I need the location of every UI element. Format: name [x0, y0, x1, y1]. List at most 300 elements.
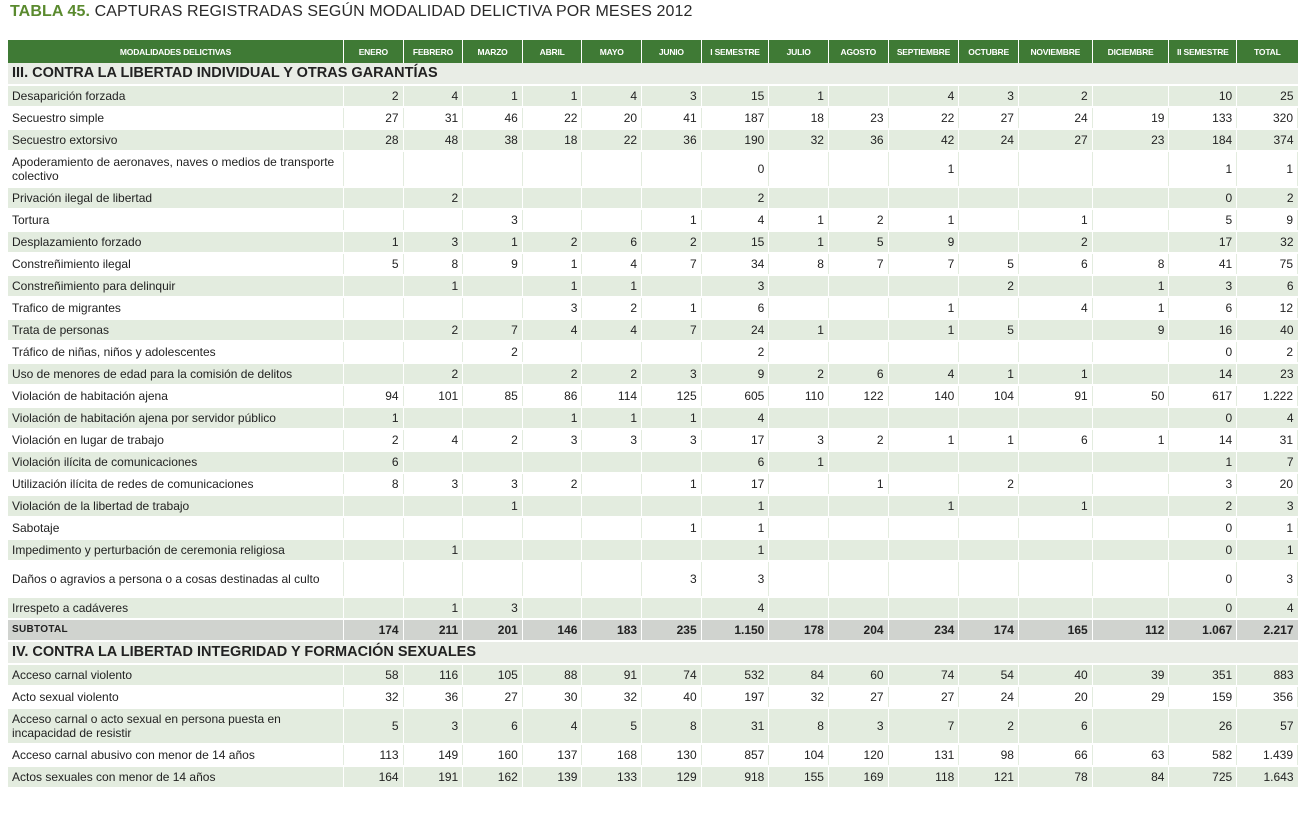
column-header: JUNIO [642, 40, 702, 63]
cell-value: 356 [1237, 686, 1298, 708]
cell-value [522, 341, 582, 363]
row-label: Acceso carnal violento [8, 664, 344, 686]
cell-value: 101 [403, 385, 463, 407]
cell-value: 2 [769, 363, 829, 385]
cell-value: 1 [1092, 275, 1169, 297]
cell-value: 4 [888, 363, 959, 385]
subtotal-value: 234 [888, 619, 959, 641]
cell-value [959, 297, 1019, 319]
cell-value: 23 [1237, 363, 1298, 385]
table-row [8, 708, 1298, 744]
cell-value: 2 [1169, 495, 1237, 517]
cell-value: 6 [1018, 253, 1092, 275]
row-label: Violación de habitación ajena por servidor público [8, 407, 344, 429]
cell-value: 32 [769, 686, 829, 708]
cell-value: 918 [701, 766, 769, 788]
cell-value: 137 [522, 744, 582, 766]
table-number: TABLA 45. [10, 3, 91, 20]
table-row [8, 517, 1298, 539]
cell-value [344, 187, 404, 209]
cell-value: 3 [642, 363, 702, 385]
cell-value: 2 [642, 231, 702, 253]
cell-value: 1 [888, 495, 959, 517]
cell-value: 7 [828, 253, 888, 275]
cell-value: 27 [1018, 129, 1092, 151]
cell-value [582, 597, 642, 619]
row-label: Acto sexual violento [8, 686, 344, 708]
cell-value: 187 [701, 107, 769, 129]
cell-value: 60 [828, 664, 888, 686]
cell-value: 190 [701, 129, 769, 151]
cell-value: 22 [582, 129, 642, 151]
cell-value: 0 [1169, 187, 1237, 209]
cell-value: 3 [403, 708, 463, 744]
cell-value: 1 [522, 85, 582, 107]
cell-value: 184 [1169, 129, 1237, 151]
row-label: Violación de la libertad de trabajo [8, 495, 344, 517]
cell-value [959, 151, 1019, 187]
cell-value: 4 [522, 708, 582, 744]
cell-value: 1 [1018, 363, 1092, 385]
cell-value [642, 275, 702, 297]
cell-value: 1 [1237, 539, 1298, 561]
cell-value: 23 [828, 107, 888, 129]
cell-value: 114 [582, 385, 642, 407]
cell-value [959, 539, 1019, 561]
cell-value: 1 [1169, 151, 1237, 187]
row-label: Privación ilegal de libertad [8, 187, 344, 209]
row-label: Irrespeto a cadáveres [8, 597, 344, 619]
cell-value: 2 [701, 187, 769, 209]
cell-value [1018, 407, 1092, 429]
subtotal-value: 178 [769, 619, 829, 641]
table-row [8, 151, 1298, 187]
cell-value: 149 [403, 744, 463, 766]
cell-value [463, 151, 523, 187]
cell-value: 12 [1237, 297, 1298, 319]
cell-value: 2 [959, 473, 1019, 495]
cell-value [959, 451, 1019, 473]
cell-value [1092, 407, 1169, 429]
cell-value: 4 [701, 597, 769, 619]
cell-value: 6 [1018, 429, 1092, 451]
cell-value [344, 151, 404, 187]
row-label: Trafico de migrantes [8, 297, 344, 319]
cell-value: 197 [701, 686, 769, 708]
cell-value: 27 [828, 686, 888, 708]
cell-value: 2 [403, 319, 463, 341]
cell-value: 22 [888, 107, 959, 129]
cell-value: 0 [1169, 539, 1237, 561]
row-label: Utilización ilícita de redes de comunicaciones [8, 473, 344, 495]
cell-value: 9 [701, 363, 769, 385]
cell-value: 605 [701, 385, 769, 407]
cell-value [1018, 517, 1092, 539]
cell-value [1092, 708, 1169, 744]
column-header: MARZO [463, 40, 523, 63]
cell-value: 1 [403, 275, 463, 297]
cell-value [828, 407, 888, 429]
cell-value: 4 [888, 85, 959, 107]
cell-value: 104 [959, 385, 1019, 407]
cell-value: 29 [1092, 686, 1169, 708]
cell-value [403, 341, 463, 363]
cell-value [642, 539, 702, 561]
cell-value: 2 [582, 363, 642, 385]
row-label: Uso de menores de edad para la comisión de delitos [8, 363, 344, 385]
cell-value [344, 495, 404, 517]
cell-value: 2 [522, 363, 582, 385]
cell-value [403, 209, 463, 231]
row-label: Violación ilícita de comunicaciones [8, 451, 344, 473]
cell-value [522, 151, 582, 187]
cell-value: 116 [403, 664, 463, 686]
cell-value [828, 341, 888, 363]
cell-value [344, 341, 404, 363]
cell-value: 857 [701, 744, 769, 766]
row-label: Desplazamiento forzado [8, 231, 344, 253]
cell-value: 74 [888, 664, 959, 686]
cell-value [888, 597, 959, 619]
cell-value: 9 [888, 231, 959, 253]
cell-value: 1 [888, 319, 959, 341]
table-row [8, 664, 1298, 686]
cell-value: 3 [642, 85, 702, 107]
cell-value: 41 [1169, 253, 1237, 275]
cell-value: 24 [701, 319, 769, 341]
cell-value: 5 [1169, 209, 1237, 231]
cell-value: 1 [1237, 517, 1298, 539]
cell-value [522, 517, 582, 539]
cell-value [522, 539, 582, 561]
cell-value: 6 [828, 363, 888, 385]
cell-value [769, 341, 829, 363]
cell-value [463, 297, 523, 319]
table-row [8, 297, 1298, 319]
cell-value: 140 [888, 385, 959, 407]
cell-value [828, 451, 888, 473]
cell-value: 42 [888, 129, 959, 151]
cell-value: 5 [582, 708, 642, 744]
cell-value [1092, 341, 1169, 363]
cell-value: 169 [828, 766, 888, 788]
cell-value: 1 [1092, 429, 1169, 451]
cell-value: 1 [959, 363, 1019, 385]
cell-value: 4 [1018, 297, 1092, 319]
column-header: MODALIDADES DELICTIVAS [8, 40, 344, 63]
cell-value [582, 451, 642, 473]
table-row [8, 744, 1298, 766]
row-label: Tráfico de niñas, niños y adolescentes [8, 341, 344, 363]
cell-value: 130 [642, 744, 702, 766]
cell-value: 1 [463, 231, 523, 253]
cell-value [1092, 473, 1169, 495]
cell-value [642, 341, 702, 363]
cell-value [828, 597, 888, 619]
cell-value: 24 [959, 686, 1019, 708]
cell-value: 2 [701, 341, 769, 363]
cell-value: 0 [701, 151, 769, 187]
cell-value: 125 [642, 385, 702, 407]
header-row [8, 40, 1298, 63]
cell-value: 1.222 [1237, 385, 1298, 407]
cell-value: 1 [1018, 209, 1092, 231]
cell-value: 10 [1169, 85, 1237, 107]
cell-value: 4 [522, 319, 582, 341]
cell-value [959, 187, 1019, 209]
cell-value: 66 [1018, 744, 1092, 766]
cell-value: 54 [959, 664, 1019, 686]
cell-value: 32 [582, 686, 642, 708]
cell-value: 2 [403, 363, 463, 385]
cell-value: 8 [403, 253, 463, 275]
cell-value: 1 [769, 85, 829, 107]
cell-value: 14 [1169, 363, 1237, 385]
table-row [8, 539, 1298, 561]
cell-value [1092, 561, 1169, 597]
cell-value [642, 151, 702, 187]
cell-value [828, 319, 888, 341]
cell-value [959, 209, 1019, 231]
column-header: ENERO [344, 40, 404, 63]
cell-value: 1 [642, 473, 702, 495]
cell-value: 84 [769, 664, 829, 686]
cell-value [344, 209, 404, 231]
cell-value: 31 [701, 708, 769, 744]
cell-value: 7 [463, 319, 523, 341]
cell-value [1018, 151, 1092, 187]
cell-value: 105 [463, 664, 523, 686]
row-label: Acceso carnal abusivo con menor de 14 años [8, 744, 344, 766]
cell-value: 38 [463, 129, 523, 151]
cell-value [828, 495, 888, 517]
cell-value: 8 [769, 253, 829, 275]
cell-value: 1 [463, 85, 523, 107]
cell-value: 3 [642, 429, 702, 451]
cell-value [522, 187, 582, 209]
table-row [8, 341, 1298, 363]
cell-value: 1 [403, 539, 463, 561]
cell-value [959, 597, 1019, 619]
cell-value [522, 451, 582, 473]
subtotal-value: 174 [344, 619, 404, 641]
cell-value: 24 [959, 129, 1019, 151]
cell-value: 2 [1018, 85, 1092, 107]
subtotal-value: 146 [522, 619, 582, 641]
cell-value: 113 [344, 744, 404, 766]
cell-value: 26 [1169, 708, 1237, 744]
cell-value: 27 [959, 107, 1019, 129]
cell-value: 191 [403, 766, 463, 788]
cell-value: 3 [959, 85, 1019, 107]
cell-value [582, 187, 642, 209]
cell-value: 2 [463, 341, 523, 363]
cell-value [828, 539, 888, 561]
table-row [8, 495, 1298, 517]
column-header: SEPTIEMBRE [888, 40, 959, 63]
cell-value: 2 [522, 231, 582, 253]
cell-value: 31 [403, 107, 463, 129]
column-header: OCTUBRE [959, 40, 1019, 63]
cell-value: 0 [1169, 517, 1237, 539]
cell-value: 40 [1018, 664, 1092, 686]
cell-value: 160 [463, 744, 523, 766]
cell-value: 1 [522, 275, 582, 297]
cell-value: 3 [403, 231, 463, 253]
cell-value: 1 [701, 517, 769, 539]
cell-value: 3 [701, 561, 769, 597]
cell-value [959, 231, 1019, 253]
section-title: IV. CONTRA LA LIBERTAD INTEGRIDAD Y FORMACIÓN SEXUALES [8, 641, 1298, 664]
cell-value: 139 [522, 766, 582, 788]
table-row [8, 429, 1298, 451]
column-header: TOTAL [1237, 40, 1298, 63]
cell-value: 28 [344, 129, 404, 151]
cell-value: 7 [1237, 451, 1298, 473]
cell-value: 58 [344, 664, 404, 686]
cell-value: 122 [828, 385, 888, 407]
cell-value: 4 [1237, 597, 1298, 619]
cell-value: 24 [1018, 107, 1092, 129]
row-label: Secuestro extorsivo [8, 129, 344, 151]
cell-value: 2 [403, 187, 463, 209]
table-row [8, 407, 1298, 429]
row-label: Apoderamiento de aeronaves, naves o medios de transporte colectivo [8, 151, 344, 187]
cell-value: 5 [959, 319, 1019, 341]
cell-value: 168 [582, 744, 642, 766]
table-row [8, 107, 1298, 129]
cell-value [1092, 187, 1169, 209]
cell-value: 118 [888, 766, 959, 788]
cell-value: 164 [344, 766, 404, 788]
column-header: JULIO [769, 40, 829, 63]
cell-value [769, 539, 829, 561]
table-row [8, 231, 1298, 253]
cell-value [888, 561, 959, 597]
subtotal-value: 183 [582, 619, 642, 641]
cell-value [888, 341, 959, 363]
table-row [8, 561, 1298, 597]
cell-value: 3 [522, 297, 582, 319]
cell-value: 110 [769, 385, 829, 407]
cell-value: 2 [1237, 341, 1298, 363]
cell-value: 36 [642, 129, 702, 151]
cell-value: 3 [701, 275, 769, 297]
cell-value: 120 [828, 744, 888, 766]
cell-value: 84 [1092, 766, 1169, 788]
cell-value: 2 [344, 429, 404, 451]
cell-value: 9 [463, 253, 523, 275]
cell-value: 2 [344, 85, 404, 107]
cell-value [769, 561, 829, 597]
cell-value: 16 [1169, 319, 1237, 341]
cell-value [888, 275, 959, 297]
cell-value [344, 597, 404, 619]
cell-value [769, 517, 829, 539]
cell-value: 6 [701, 297, 769, 319]
cell-value [769, 473, 829, 495]
cell-value: 3 [769, 429, 829, 451]
cell-value [1092, 151, 1169, 187]
cell-value [828, 151, 888, 187]
cell-value [642, 597, 702, 619]
cell-value: 57 [1237, 708, 1298, 744]
cell-value [1092, 231, 1169, 253]
table-row [8, 385, 1298, 407]
cell-value: 155 [769, 766, 829, 788]
cell-value: 351 [1169, 664, 1237, 686]
cell-value: 121 [959, 766, 1019, 788]
cell-value: 6 [1169, 297, 1237, 319]
cell-value: 17 [701, 429, 769, 451]
cell-value [959, 341, 1019, 363]
cell-value: 6 [1237, 275, 1298, 297]
cell-value: 6 [1018, 708, 1092, 744]
cell-value: 1 [888, 209, 959, 231]
cell-value: 1 [888, 297, 959, 319]
cell-value [959, 517, 1019, 539]
cell-value: 6 [582, 231, 642, 253]
cell-value: 4 [582, 253, 642, 275]
column-header: II SEMESTRE [1169, 40, 1237, 63]
cell-value: 88 [522, 664, 582, 686]
cell-value: 129 [642, 766, 702, 788]
cell-value: 1 [1237, 151, 1298, 187]
cell-value: 131 [888, 744, 959, 766]
cell-value: 0 [1169, 561, 1237, 597]
subtotal-row [8, 619, 1298, 641]
cell-value: 3 [1237, 495, 1298, 517]
cell-value [769, 151, 829, 187]
cell-value: 4 [403, 429, 463, 451]
cell-value: 883 [1237, 664, 1298, 686]
cell-value [1092, 539, 1169, 561]
cell-value [642, 451, 702, 473]
cell-value: 40 [1237, 319, 1298, 341]
cell-value [522, 597, 582, 619]
cell-value [642, 187, 702, 209]
cell-value: 1 [769, 209, 829, 231]
row-label: Actos sexuales con menor de 14 años [8, 766, 344, 788]
cell-value [582, 341, 642, 363]
cell-value [1092, 597, 1169, 619]
cell-value: 1 [1092, 297, 1169, 319]
cell-value: 3 [828, 708, 888, 744]
cell-value: 6 [344, 451, 404, 473]
subtotal-value: 112 [1092, 619, 1169, 641]
cell-value [463, 275, 523, 297]
cell-value: 46 [463, 107, 523, 129]
cell-value [582, 209, 642, 231]
cell-value: 20 [582, 107, 642, 129]
cell-value: 1 [582, 407, 642, 429]
cell-value: 1 [701, 539, 769, 561]
cell-value: 7 [642, 253, 702, 275]
cell-value [463, 187, 523, 209]
cell-value [1092, 363, 1169, 385]
row-label: Violación en lugar de trabajo [8, 429, 344, 451]
cell-value: 91 [1018, 385, 1092, 407]
cell-value [344, 561, 404, 597]
cell-value [828, 275, 888, 297]
cell-value: 39 [1092, 664, 1169, 686]
column-header: DICIEMBRE [1092, 40, 1169, 63]
table-row [8, 187, 1298, 209]
cell-value: 0 [1169, 407, 1237, 429]
cell-value [344, 297, 404, 319]
cell-value: 85 [463, 385, 523, 407]
section-title: III. CONTRA LA LIBERTAD INDIVIDUAL Y OTRAS GARANTÍAS [8, 63, 1298, 85]
